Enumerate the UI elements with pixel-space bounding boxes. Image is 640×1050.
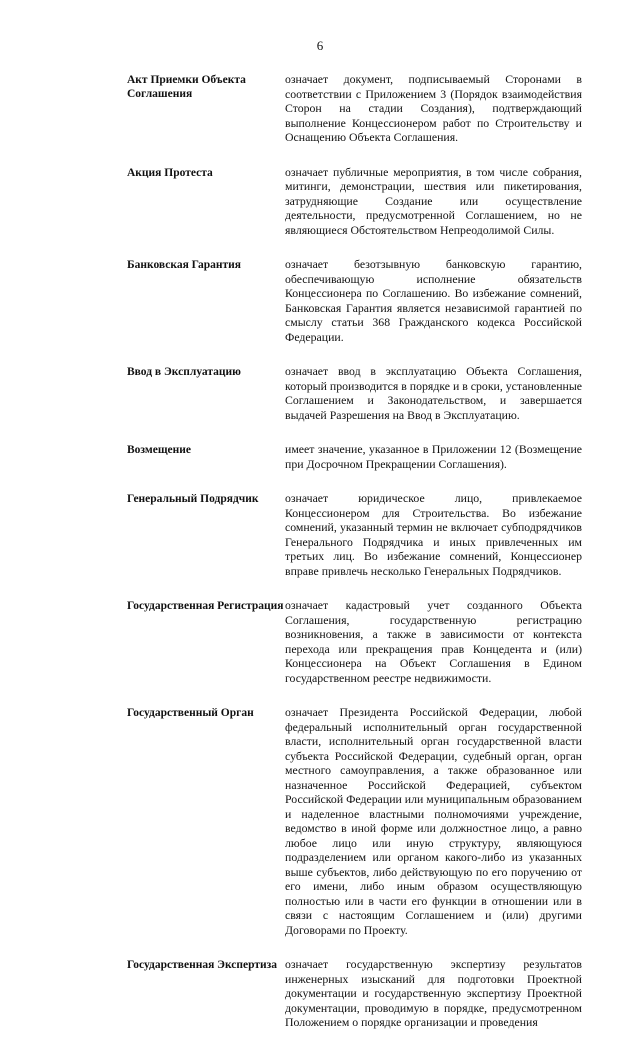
definition-entry	[127, 705, 582, 937]
definition-term: Государственная Регистрация	[127, 600, 284, 612]
definition-term: Возмещение	[127, 444, 191, 456]
definition-entry	[127, 957, 582, 1030]
definition-text: означает юридическое лицо, привлекаемое Концессионером для Строительства. Во избежание сомнений, указанный термин не включает субподрядчиков Генерального Подрядчика и иных привлеченных им третьих лиц. Во избежание сомнений, Концессионер вправе привлечь несколько Генеральных Подрядчиков.	[285, 491, 582, 578]
definition-entry	[127, 257, 582, 344]
definition-text: означает кадастровый учет созданного Объекта Соглашения, государственную регистрацию возникновения, а также в зависимости от контекста перехода или прекращения прав Концедента и (или) Концессионера на Объект Соглашения в Едином государственном реестре недвижимости.	[285, 598, 582, 685]
definition-term: Генеральный Подрядчик	[127, 493, 259, 505]
definition-text: означает безотзывную банковскую гарантию, обеспечивающую исполнение обязательств Концессионера по Соглашению. Во избежание сомнений, Банковская Гарантия является независимой гарантией по смыслу статьи 368 Гражданского кодекса Российской Федерации.	[285, 257, 582, 344]
definition-text: означает публичные мероприятия, в том числе собрания, митинги, демонстрации, шествия или пикетирования, затрудняющие Создание или осуществление деятельности, предусмотренной Соглашением, но не являющиеся Обстоятельством Непреодолимой Силы.	[285, 164, 582, 237]
definition-term: Ввод в Эксплуатацию	[127, 366, 241, 378]
definitions-table	[127, 72, 582, 1050]
definition-entry	[127, 442, 582, 471]
definition-text: имеет значение, указанное в Приложении 12 (Возмещение при Досрочном Прекращении Соглашения).	[285, 442, 582, 471]
definition-term: Акция Протеста	[127, 166, 213, 179]
definition-text: означает ввод в эксплуатацию Объекта Соглашения, который производится в порядке и в сроки, установленные Соглашением и Законодательством, и завершается выдачей Разрешения на Ввод в Эксплуатацию.	[285, 364, 582, 422]
definition-term: Акт Приемки Объекта Соглашения	[127, 74, 246, 100]
definition-entry	[127, 598, 582, 685]
definition-entry	[127, 165, 582, 238]
page-number: 6	[316, 38, 324, 53]
definition-text: означает документ, подписываемый Сторонами в соответствии с Приложением 3 (Порядок взаимодействия Сторон на стадии Создания), подтверждающий выполнение Концессионером работ по Строительству и Оснащению Объекта Соглашения.	[285, 72, 582, 144]
definition-entry	[127, 364, 582, 422]
definition-entry	[127, 491, 582, 578]
definition-entry	[127, 72, 582, 145]
definition-text: означает государственную экспертизу результатов инженерных изысканий для подготовки Проектной документации и государственную экспертизу Проектной документации, проводимую в порядке, предусмотренном Положением о порядке организации и проведения	[285, 957, 582, 1029]
definition-term: Государственная Экспертиза	[127, 959, 278, 971]
definition-term: Банковская Гарантия	[127, 259, 241, 271]
definition-term: Государственный Орган	[127, 707, 254, 719]
definition-text: означает Президента Российской Федерации, любой федеральный исполнительный орган государственной власти, исполнительный орган государственной власти субъекта Российской Федерации, судебный орган, орган местного самоуправления, а также образованное или назначенное Российской Федерацией, субъектом Российской Федерации или муниципальным образованием и наделенное властными полномочиями учреждение, ведомство в иной форме или должностное лицо, а равно любое лицо или иную структуру, являющуюся подразделением или органом какого-либо из указанных выше субъектов, либо действующую по его поручению от его имени, либо иным образом осуществляющую полностью или в части его функции в отношении или в связи с настоящим Соглашением и (или) другими Договорами по Проекту.	[285, 705, 582, 937]
